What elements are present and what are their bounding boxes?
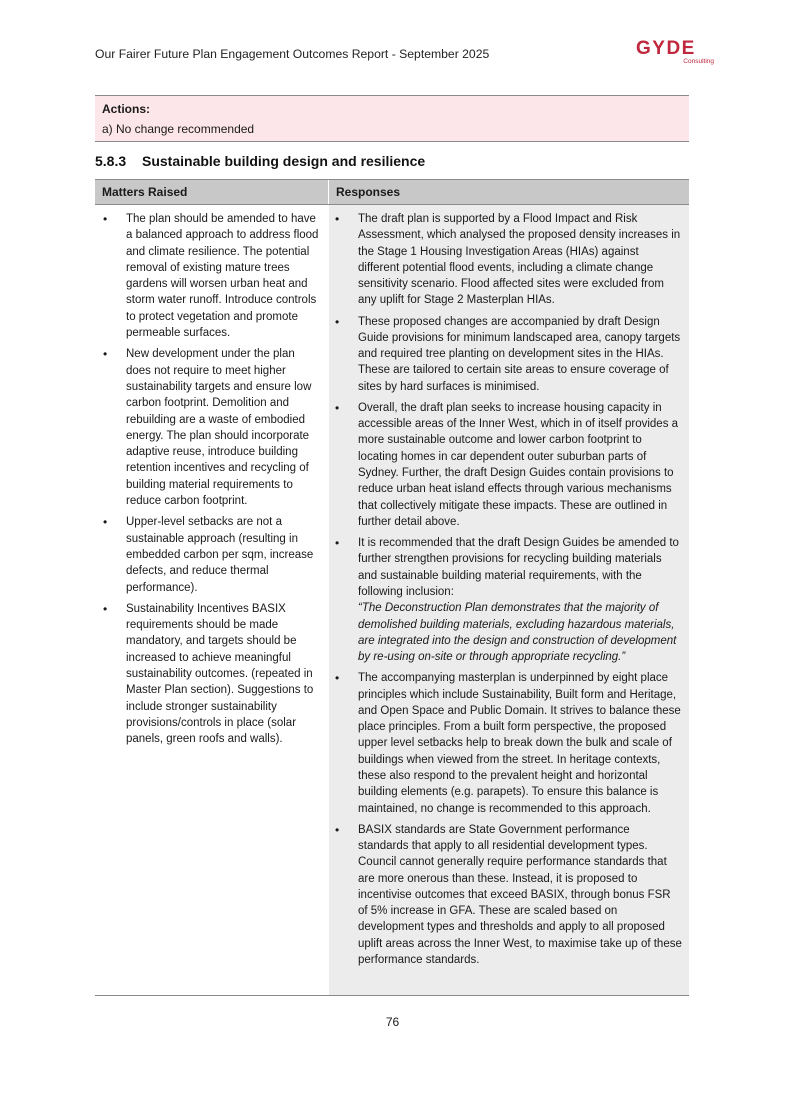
matter-item: • Sustainability Incentives BASIX requirements should be made mandatory, and targets should be increased to achieve meaningful sustainability outcomes. (repeated in Master Plan section). Suggestions to include stronger sustainability provisions/controls in place (solar panels, green roofs and walls). [103, 601, 321, 748]
matters-responses-table [95, 179, 689, 996]
response-item: • BASIX standards are State Government performance standards that apply to all residential development types. Council cannot generally require performance standards that are more onerous than these. Instead, it is proposed to incentivise outcomes that exceed BASIX, through bonus FSR of 5% increase in GFA. These are scaled based on development types and thresholds and apply to all proposed uplift areas across the Inner West, to maximise take up of these performance standards. [335, 822, 683, 969]
response-item: • These proposed changes are accompanied by draft Design Guide provisions for minimum landscaped area, canopy targets and required tree planting on development sites in the HIAs. These are tailored to certain site areas to ensure coverage of sites by hard surfaces is minimised. [335, 314, 683, 395]
matter-item: • The plan should be amended to have a balanced approach to address flood and climate resilience. The potential removal of existing mature trees gardens will worsen urban heat and storm water runoff. Introduce controls to protect vegetation and promote permeable surfaces. [103, 211, 321, 341]
header-responses: Responses [336, 185, 401, 199]
document-header-title: Our Fairer Future Plan Engagement Outcomes Report - September 2025 [95, 47, 490, 61]
logo-wordmark: GYDE [636, 38, 696, 59]
actions-text: a) No change recommended [102, 122, 255, 136]
response-item: • The accompanying masterplan is underpinned by eight place principles which include Sustainability, Built form and Heritage, and Open Space and Public Domain. It strives to balance these place principles. From a built form perspective, the proposed upper level setbacks help to break down the bulk and scale of buildings when viewed from the street. In heritage contexts, these also respond to the prevalent height and horizontal building elements (e.g. parapets). To ensure this balance is maintained, no change is recommended to this approach. [335, 670, 683, 817]
matter-item: • Upper-level setbacks are not a sustainable approach (resulting in embedded carbon per sqm, increase defects, and reduce thermal performance). [103, 514, 321, 595]
response-item [335, 535, 683, 665]
responses-column [329, 205, 689, 995]
actions-heading: Actions: [102, 102, 150, 116]
matter-item: • New development under the plan does not require to meet higher sustainability targets and ensure low carbon footprint. Demolition and rebuilding are a waste of embodied energy. The plan should incorporate adaptive reuse, introduce building retention incentives and recycling of building material requirements to reduce carbon footprint. [103, 346, 321, 509]
gyde-consulting-logo [636, 39, 726, 67]
matters-raised-column [95, 205, 329, 995]
section-number: 5.8.3 [95, 153, 127, 169]
header-matters-raised: Matters Raised [95, 180, 329, 204]
table-header-row [95, 179, 689, 205]
section-heading [95, 153, 425, 169]
response-item: • The draft plan is supported by a Flood Impact and Risk Assessment, which analysed the proposed density increases in the Stage 1 Housing Investigation Areas (HIAs) against different potential flood events, including a climate change sensitivity scenario. Flood affected sites were excluded from any uplift for Stage 2 Masterplan HIAs. [335, 211, 683, 309]
response-item: • Overall, the draft plan seeks to increase housing capacity in accessible areas of the Inner West, which in of itself provides a more sustainable outcome and lower carbon footprint to locating homes in car dependent outer suburban parts of Sydney. Further, the draft Design Guides contain provisions to reduce urban heat island effects through various mechanisms that collectively mitigate these impacts. These are outlined in further detail above. [335, 400, 683, 530]
table-body-row [95, 205, 689, 996]
responses-list [335, 211, 683, 968]
response-intro: It is recommended that the draft Design Guides be amended to further strengthen provisions for recycling building materials and sustainable building material requirements, with the following inclusion: [358, 537, 679, 598]
logo-subtext: Consulting [683, 58, 714, 65]
page-number: 76 [385, 1015, 400, 1029]
deconstruction-plan-quote: “The Deconstruction Plan demonstrates that the majority of demolished building materials, excluding hazardous materials, are integrated into the design and construction of development by re-using on-site or through appropriate recycling.” [358, 602, 677, 664]
actions-box [95, 95, 689, 142]
section-title: Sustainable building design and resilience [142, 153, 426, 169]
matters-list [103, 211, 321, 748]
